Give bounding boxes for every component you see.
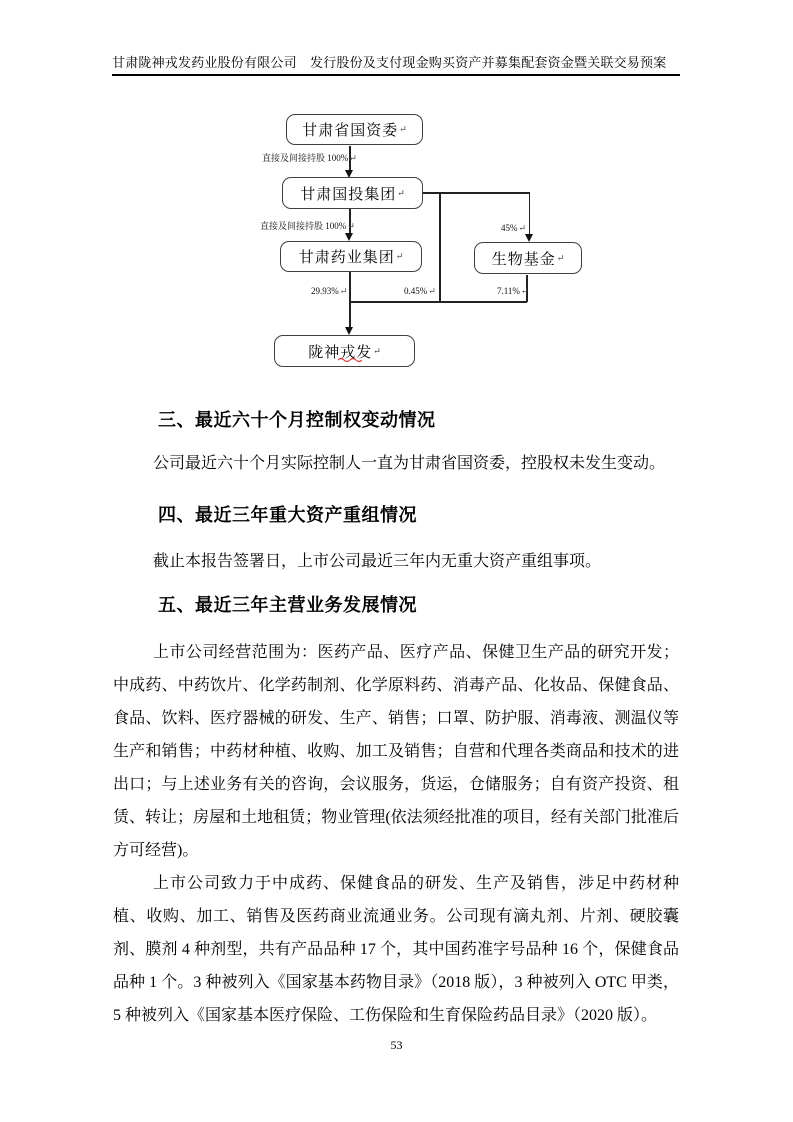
paragraph-mark: ↵ — [556, 252, 565, 263]
section-heading-4: 四、最近三年重大资产重组情况 — [158, 505, 417, 525]
edge-label-hold100-2: 直接及间接持股 100%↵ — [260, 221, 355, 231]
paragraph-mark: ↵ — [397, 187, 405, 198]
spellcheck-squiggle — [338, 357, 362, 363]
arrowhead-icon — [525, 234, 533, 242]
paragraph-mark: ↵ — [395, 251, 404, 261]
arrowhead-icon — [345, 170, 353, 178]
node-label: 生物基金 — [491, 251, 556, 268]
arrowhead-icon — [345, 233, 353, 241]
connector-line — [349, 272, 351, 302]
diagram-node-bio-fund — [474, 242, 582, 274]
section-3-paragraph: 公司最近六十个月实际控制人一直为甘肃省国资委，控股权未发生变动。 — [153, 455, 666, 472]
section-5-paragraph-2: 上市公司致力于中成药、保健食品的研发、生产及销售，涉足中药材种植、收购、加工、销售及医药商业流通业务。公司现有滴丸剂、片剂、硬胶囊剂、膜剂 4 种剂型，共有产品品种 17 个，其中国药准字号品种 16 个，保健食品品种 1 个。3 种被列入《国家基本药物目录》（2018 版），3 种被列入 OTC 甲类，5 种被列入《国家基本医疗保险、工伤保险和生育保险药品目录》（2020 版）。 — [113, 875, 679, 1024]
connector-line — [439, 192, 441, 302]
paragraph-mark: ↵ — [399, 124, 407, 134]
paragraph-mark: ↵ — [339, 286, 348, 296]
page-header — [112, 54, 680, 76]
paragraph-mark: ↵ — [347, 221, 355, 231]
connector-line — [529, 192, 531, 235]
edge-label-45pct: 45%↵ — [501, 223, 527, 233]
node-label: 陇神戎发 — [308, 344, 373, 361]
page-number: 53 — [390, 1038, 403, 1052]
diagram-node-longshen-rongfa — [274, 335, 415, 367]
connector-line — [349, 301, 351, 328]
diagram-node-gansu-yyjt — [280, 241, 422, 272]
edge-label-045pct: 0.45%↵ — [404, 286, 436, 296]
paragraph-mark: ↵ — [428, 286, 436, 296]
paragraph-mark: ↵ — [518, 223, 527, 233]
paragraph-mark: ↵ — [373, 345, 381, 356]
section-4-paragraph: 截止本报告签署日，上市公司最近三年内无重大资产重组事项。 — [153, 553, 602, 570]
section-heading-5: 五、最近三年主营业务发展情况 — [158, 595, 417, 615]
paragraph-mark: ↵ — [349, 153, 357, 163]
diagram-node-gansu-gtjt — [282, 177, 423, 209]
arrowhead-icon — [345, 327, 353, 335]
diagram-node-gansu-sasac — [286, 114, 423, 145]
section-5-paragraph-1: 上市公司经营范围为：医药产品、医疗产品、保健卫生产品的研究开发；中成药、中药饮片、化学药制剂、化学原料药、消毒产品、化妆品、保健食品、食品、饮料、医疗器械的研发、生产、销售；口罩、防护服、消毒液、测温仪等生产和销售；中药材种植、收购、加工及销售；自营和代理各类商品和技术的进出口；与上述业务有关的咨询，会议服务，货运，仓储服务；自有资产投资、租赁、转让；房屋和土地租赁；物业管理(依法须经批准的项目，经有关部门批准后方可经营)。 — [113, 644, 679, 859]
edge-label-2993pct: 29.93%↵ — [311, 286, 348, 296]
node-label: 甘肃药业集团 — [298, 250, 395, 266]
paragraph-mark: ↵ — [520, 286, 529, 296]
edge-label-711pct: 7.11%↵ — [497, 286, 529, 296]
header-title: 甘肃陇神戎发药业股份有限公司 发行股份及支付现金购买资产并募集配套资金暨关联交易预案 — [112, 55, 667, 70]
node-label: 甘肃省国资委 — [302, 123, 399, 139]
edge-label-hold100-1: 直接及间接持股 100%↵ — [262, 153, 357, 163]
connector-line — [349, 301, 527, 303]
node-label: 甘肃国投集团 — [300, 186, 397, 203]
section-heading-3: 三、最近六十个月控制权变动情况 — [158, 410, 436, 430]
